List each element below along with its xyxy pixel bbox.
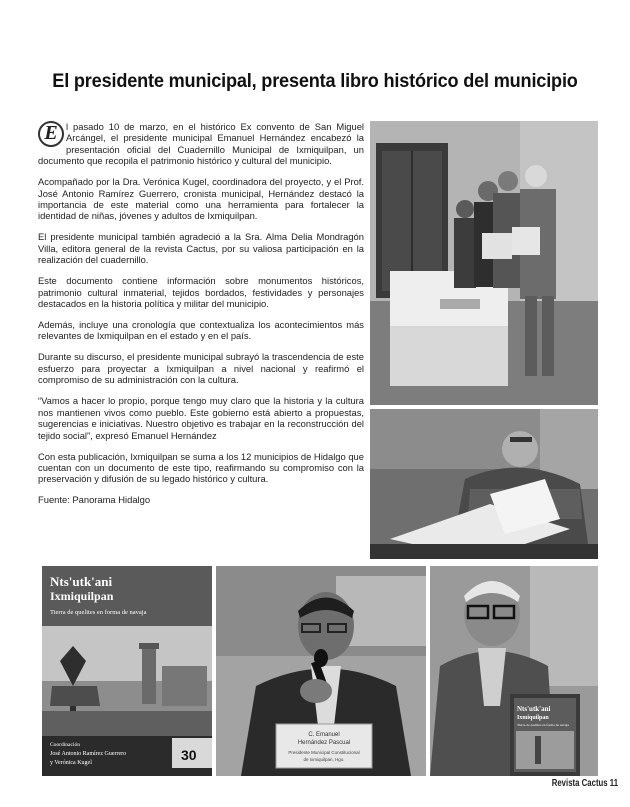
book-cover-photo: [42, 566, 212, 776]
headline: El presidente municipal, presenta libro histórico del municipio: [52, 70, 578, 92]
paragraph-2: Acompañado por la Dra. Verónica Kugel, coordinadora del proyecto, y el Prof. José Antonio Ramírez Guerrero, cronista municipal, Hernández destacó la importancia de este material como una herramienta para fortalecer la identidad de niñas, jóvenes y adultos de Ixmiquilpan.: [38, 176, 364, 222]
nameplate-line-3: Presidente Municipal Constitucional: [288, 750, 360, 755]
cover-title-2: Ixmiquilpan: [50, 589, 114, 603]
drop-cap: E: [38, 121, 64, 147]
book-in-hand-subtitle: Tierra de quelites en forma de navaja: [517, 723, 569, 727]
signing-photo: [370, 409, 598, 559]
cover-authors-2: y Verónica Kugel: [50, 760, 92, 766]
cover-number: 30: [181, 747, 197, 763]
nameplate-line-4: de Ixmiquilpan, Hgo.: [303, 757, 345, 762]
nameplate-line-2: Hernández Pascual: [297, 740, 351, 746]
paragraph-1: E l pasado 10 de marzo, en el histórico Ex convento de San Miguel Arcángel, el presidente municipal Emanuel Hernández encabezó la presentación oficial del Cuadernillo Municipal de Ixmiquilpan, un documento que recopila el patrimonio histórico y cultural del municipio.: [38, 121, 364, 167]
book-in-hand-title-2: Ixmiquilpan: [517, 715, 549, 721]
cover-authors-1: José Antonio Ramírez Guerrero: [50, 751, 127, 757]
paragraph-8: Con esta publicación, Ixmiquilpan se suma a los 12 municipios de Hidalgo que cuentan con un documento de este tipo, reafirmando su compromiso con la preservación y difusión de su legado histórico y cultura.: [38, 450, 364, 485]
cover-title-1: Nts'utk'ani: [50, 574, 113, 589]
article-body: [38, 121, 364, 515]
source-credit: Fuente: Panorama Hidalgo: [38, 494, 151, 506]
paragraph-7: “Vamos a hacer lo propio, porque tengo muy claro que la historia y la cultura nos mantienen vivos como pueblo. Este gobierno está abierto a propuestas, sugerencias e iniciativas. Nuestro objetivo es trabajar en la reconstrucción del tejido social”, expresó Emanuel Hernández: [38, 395, 364, 441]
paragraph-6: Durante su discurso, el presidente municipal subrayó la trascendencia de este esfuerzo para proyectar a Ixmiquilpan a nivel nacional y reafirmó el compromiso de su administración con la cultura.: [38, 351, 364, 386]
cover-coord-label: Coordinación: [50, 742, 80, 748]
cover-subtitle: Tierra de quelites en forma de navaja: [50, 609, 147, 616]
president-speaking-photo: [216, 566, 426, 776]
nameplate-line-1: C. Emanuel: [308, 732, 340, 738]
paragraph-5: Además, incluye una cronología que contextualiza los acontecimientos más relevantes de Ixmiquilpan en el estado y en el país.: [38, 319, 364, 342]
paragraph-4: Este documento contiene información sobre monumentos históricos, patrimonio cultural inmaterial, tejidos bordados, festividades y personajes destacados en la historia política y militar del municipio.: [38, 275, 364, 310]
paragraph-3: El presidente municipal también agradeció a la Sra. Alma Delia Mondragón Villa, editora general de la revista Cactus, por su valiosa participación en la realización del cuadernillo.: [38, 231, 364, 266]
presentation-photo: [370, 121, 598, 405]
page-footer: Revista Cactus 11: [551, 778, 618, 789]
book-in-hand-title-1: Nts'utk'ani: [517, 705, 551, 713]
chronicler-photo: [430, 566, 598, 776]
